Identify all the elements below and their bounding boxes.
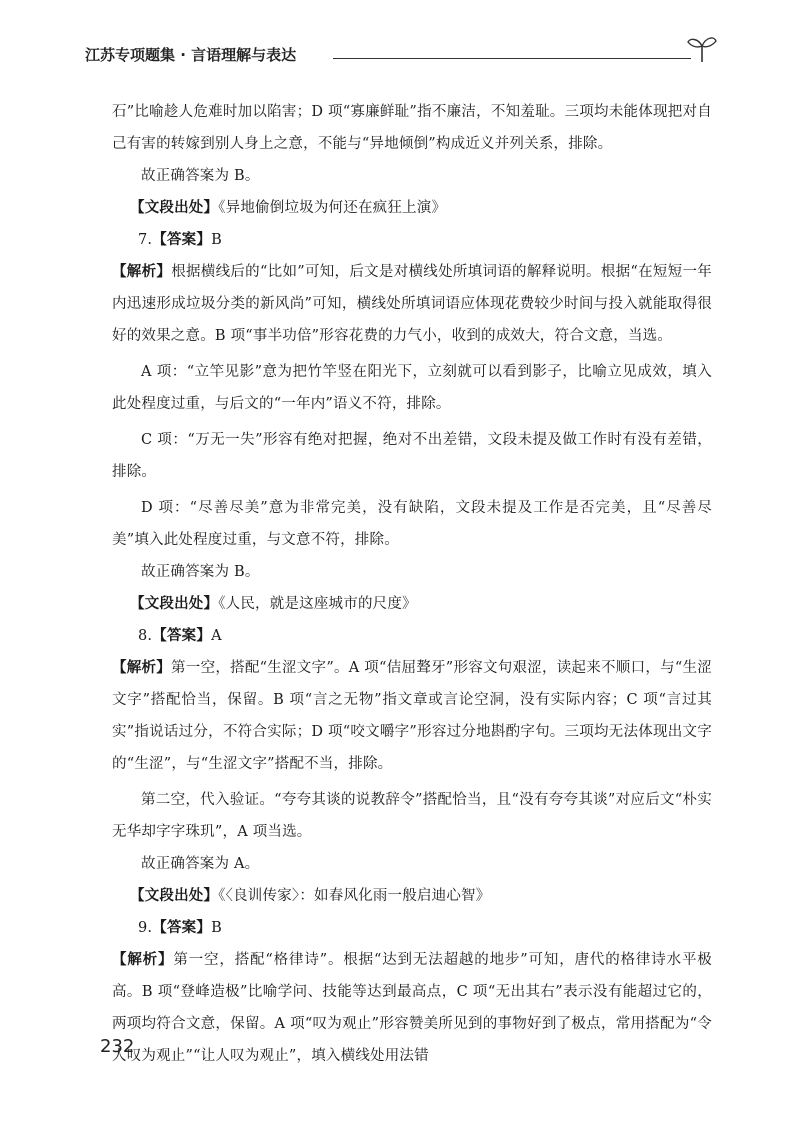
conclusion-line: 故正确答案为 B。 [141,168,260,184]
analysis-paragraph: 【解析】根据横线后的“比如”可知，后文是对横线处所填词语的解释说明。根据“在短短一年内迅速形成垃圾分类的新风尚”可知，横线处所填词语应体现花费较少时间与投入就能取得很好的效果之意。B 项“事半功倍”形容花费的力气小，收到的成效大，符合文意，当选。 [112,263,712,344]
header-title: 江苏专项题集 · 言语理解与表达 [85,46,297,64]
option-explanation: C 项：“万无一失”形容有绝对把握，绝对不出差错，文段未提及做工作时有没有差错，排除。 [112,432,712,480]
header-rule [333,58,691,59]
answer-heading: 9.【答案】B [138,919,222,936]
answer-heading: 7.【答案】B [138,231,222,248]
analysis-paragraph: 【解析】第一空，搭配“格律诗”。根据“达到无法超越的地步”可知，唐代的格律诗水平极高。B 项“登峰造极”比喻学问、技能等达到最高点，C 项“无出其右”表示没有能超过它的，两项均符合文意，保留。A 项“叹为观止”形容赞美所见到的事物好到了极点，常用搭配为“令人叹为观止”“让人叹为观止”，填入横线处用法错 [112,951,712,1064]
option-explanation: A 项：“立竿见影”意为把竹竿竖在阳光下，立刻就可以看到影子，比喻立见成效，填入此处程度过重，与后文的“一年内”语义不符，排除。 [112,364,712,412]
conclusion-line: 故正确答案为 B。 [141,564,260,580]
running-header [85,30,725,70]
body-paragraph: 石”比喻趁人危难时加以陷害；D 项“寡廉鲜耻”指不廉洁，不知羞耻。三项均未能体现把对自己有害的转嫁到别人身上之意，不能与“异地倾倒”构成近义并列关系，排除。 [112,104,712,152]
source-line: 【文段出处】《人民，就是这座城市的尺度》 [130,595,417,612]
analysis-paragraph: 【解析】第一空，搭配“生涩文字”。A 项“佶屈聱牙”形容文句艰涩，读起来不顺口，与“生涩文字”搭配恰当，保留。B 项“言之无物”指文章或言论空洞，没有实际内容；C 项“言过其实”指说话过分，不符合实际；D 项“咬文嚼字”形容过分地斟酌字句。三项均无法体现出文字的“生涩”，与“生涩文字”搭配不当，排除。 [112,659,712,772]
source-line: 【文段出处】《〈良训传家〉：如春风化雨一般启迪心智》 [130,887,491,904]
answer-content [112,96,712,1072]
option-explanation: 第二空，代入验证。“夸夸其谈的说教辞令”搭配恰当，且“没有夸夸其谈”对应后文“朴实无华却字字珠玑”，A 项当选。 [112,792,712,840]
answer-heading: 8.【答案】A [138,627,222,644]
page-number: 232 [100,1036,135,1057]
sprout-icon [685,32,719,66]
source-line: 【文段出处】《异地偷倒垃圾为何还在疯狂上演》 [130,199,447,216]
option-explanation: D 项：“尽善尽美”意为非常完美，没有缺陷，文段未提及工作是否完美，且“尽善尽美”填入此处程度过重，与文意不符，排除。 [112,500,712,548]
conclusion-line: 故正确答案为 A。 [141,856,260,872]
